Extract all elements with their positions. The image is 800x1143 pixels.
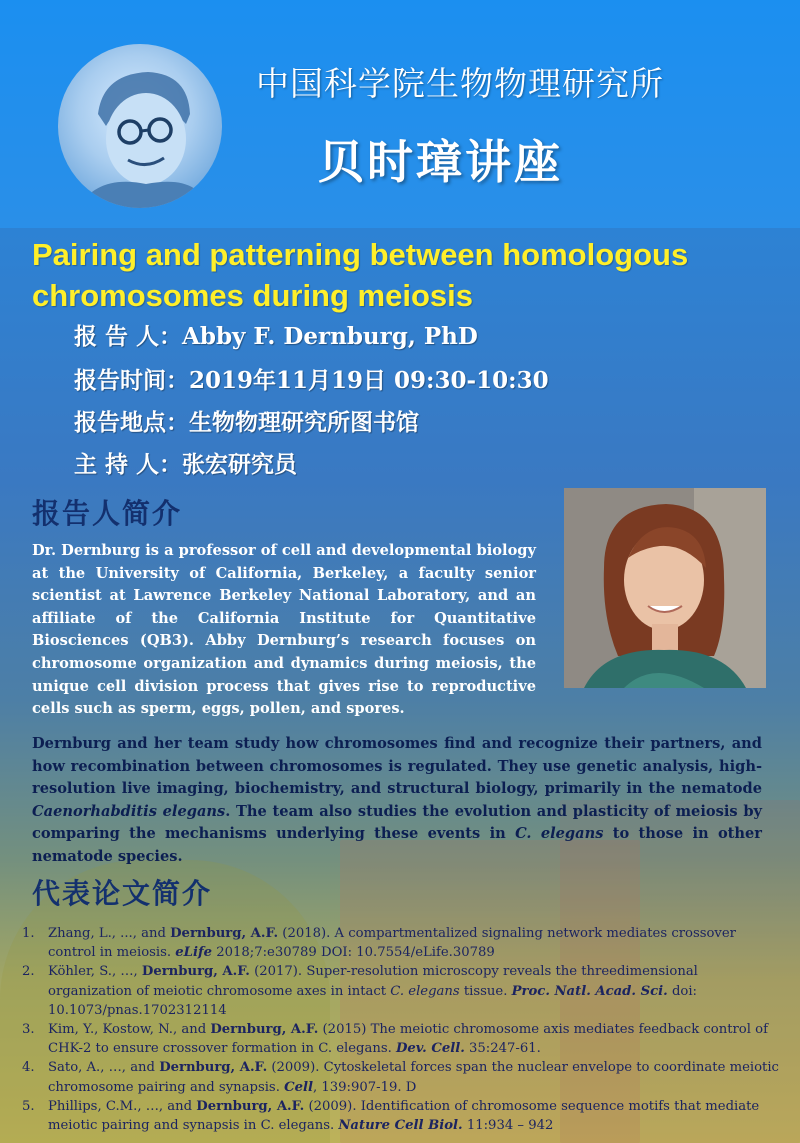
paper-item: [22, 1097, 782, 1135]
speaker-photo: [564, 488, 766, 688]
paper-title: (2018). A compartmentalized signaling network mediates crossover control in meiosis.: [48, 926, 736, 961]
paper-item: [22, 1058, 782, 1096]
speaker-portrait-icon: [564, 488, 766, 688]
founder-portrait-icon: [58, 44, 222, 208]
bio-paragraph-1: Dr. Dernburg is a professor of cell and developmental biology at the University of California, Berkeley, a faculty senior scientist at Lawrence Berkeley National Laboratory, and an affiliate of the California Institute for Quantitative Biosciences (QB3). Abby Dernburg’s research focuses on chromosome organization and dynamics during meiosis, the unique cell division process that gives rise to reproductive cells such as sperm, eggs, pollen, and spores.: [32, 542, 536, 718]
place-value: 生物物理研究所图书馆: [189, 410, 419, 436]
paper-citation: , 139:907-19. D: [313, 1079, 417, 1095]
bio-heading: 报告人简介: [32, 497, 183, 530]
paper-journal: Nature Cell Biol.: [338, 1118, 463, 1134]
paper-journal: eLife: [175, 945, 213, 961]
paper-lead-author: Dernburg, A.F.: [159, 1060, 268, 1076]
bio-paragraph-2-part-b: . The team also studies the evolution and plasticity of meiosis by comparing the mechanisms underlying these events in: [32, 802, 763, 843]
paper-lead-author: Dernburg, A.F.: [196, 1098, 305, 1114]
paper-title: (2009). Identification of chromosome sequence motifs that mediate meiotic pairing and synapsis in C. elegans.: [48, 1098, 760, 1134]
bio-paragraph-2: [32, 733, 762, 869]
bio-paragraph-2-part-a: Dernburg and her team study how chromosomes find and recognize their partners, and how recombination between chromosomes is regulated. They use genetic analysis, high-resolution live imaging, biochemistry, and structural biology, primarily in the nematode: [32, 735, 762, 798]
time-label: 报告时间：: [74, 368, 189, 394]
paper-lead-author: Dernburg, A.F.: [141, 964, 250, 980]
paper-citation: 11:934 – 942: [462, 1118, 554, 1134]
host-line: [74, 446, 297, 479]
paper-title-end: tissue.: [459, 983, 512, 999]
paper-title: (2009). Cytoskeletal forces span the nuclear envelope to coordinate meiotic chromosome pairing and synapsis.: [48, 1060, 779, 1095]
host-value: 张宏研究员: [182, 452, 298, 478]
paper-lead-author: Dernburg, A.F.: [210, 1022, 319, 1038]
speaker-label: 报 告 人：: [74, 324, 183, 350]
talk-title: Pairing and patterning between homologous chromosomes during meiosis: [32, 237, 689, 313]
host-label: 主 持 人：: [74, 452, 183, 478]
paper-list: [22, 924, 782, 1135]
paper-item: [22, 924, 782, 962]
paper-number: 3.: [22, 1022, 35, 1038]
paper-item: [22, 1020, 782, 1058]
paper-authors: Phillips, C.M., …, and: [48, 1098, 197, 1114]
paper-title: (2015) The meiotic chromosome axis mediates feedback control of CHK-2 to ensure crossover formation in C. elegans.: [48, 1022, 768, 1057]
paper-authors: Zhang, L., ..., and: [48, 926, 171, 941]
institute-name: 中国科学院生物物理研究所: [256, 64, 664, 103]
paper-journal: Dev. Cell.: [395, 1041, 465, 1057]
paper-citation: doi: 10.1073/pnas.1702312114: [48, 983, 697, 1018]
paper-citation: 2018;7:e30789 DOI: 10.7554/eLife.30789: [212, 945, 495, 961]
paper-title: (2017). Super-resolution microscopy reveals the threedimensional organization of meiotic chromosome axes in intact: [48, 964, 698, 999]
lecture-series-name: 贝时璋讲座: [318, 135, 563, 189]
paper-number: 2.: [22, 964, 35, 980]
paper-citation: 35:247-61.: [464, 1041, 541, 1057]
founder-portrait-logo: [58, 44, 222, 208]
bio-species-abbrev: C. elegans: [515, 825, 604, 843]
time-line: [74, 362, 549, 395]
place-label: 报告地点：: [74, 410, 189, 436]
paper-lead-author: Dernburg, A.F.: [170, 926, 279, 941]
speaker-value: Abby F. Dernburg, PhD: [182, 323, 478, 350]
time-value: 2019年11月19日 09:30-10:30: [189, 367, 549, 394]
papers-heading: 代表论文简介: [32, 877, 213, 910]
paper-journal: Proc. Natl. Acad. Sci.: [511, 983, 668, 999]
paper-journal: Cell: [284, 1079, 313, 1095]
paper-number: 4.: [22, 1060, 35, 1076]
paper-authors: Köhler, S., …,: [48, 964, 142, 980]
place-line: [74, 404, 419, 437]
paper-authors: Kim, Y., Kostow, N., and: [48, 1022, 211, 1038]
speaker-line: [74, 318, 478, 351]
paper-item: [22, 962, 782, 1020]
paper-species: C. elegans: [390, 983, 460, 999]
bio-species-name: Caenorhabditis elegans: [32, 802, 226, 820]
paper-authors: Sato, A., …, and: [48, 1060, 160, 1076]
bio-paragraph-2-part-c: to those in other nematode species.: [32, 825, 762, 865]
paper-number: 1.: [22, 926, 35, 941]
paper-number: 5.: [22, 1098, 35, 1114]
